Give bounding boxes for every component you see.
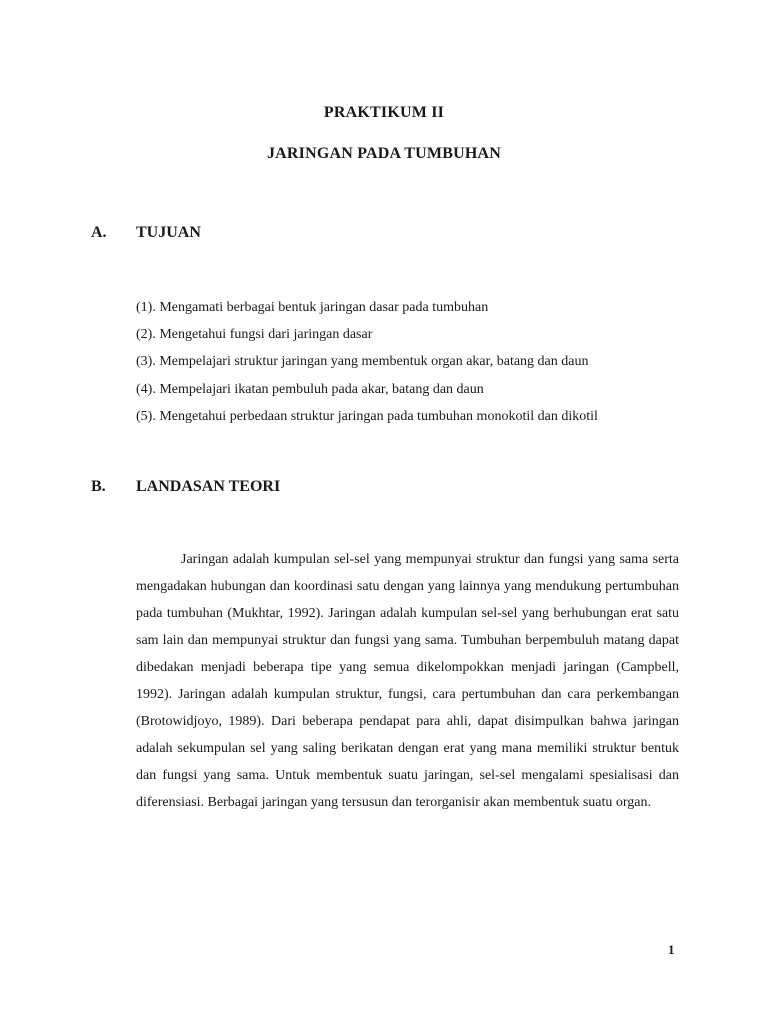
section-a-letter: A. [91,224,107,241]
objective-item: (4). Mempelajari ikatan pembuluh pada akar, batang dan daun [136,381,484,397]
objective-item: (2). Mengetahui fungsi dari jaringan dasar [136,327,373,343]
objective-item: (3). Mempelajari struktur jaringan yang membentuk organ akar, batang dan daun [136,354,589,370]
document-title: PRAKTIKUM II [323,104,445,121]
section-a-title: TUJUAN [136,224,201,241]
objectives-list [136,294,598,430]
document-subtitle: JARINGAN PADA TUMBUHAN [266,145,502,162]
page-number: 1 [668,942,675,957]
objective-item: (1). Mengamati berbagai bentuk jaringan dasar pada tumbuhan [136,300,489,315]
section-b-title: LANDASAN TEORI [136,478,281,495]
objective-item: (5). Mengetahui perbedaan struktur jaringan pada tumbuhan monokotil dan dikotil [136,408,598,424]
theory-paragraph: Jaringan adalah kumpulan sel-sel yang mempunyai struktur dan fungsi yang sama serta mengadakan hubungan dan koordinasi satu dengan yang lainnya yang mendukung pertumbuhan pada tumbuhan (Mukhtar, 1992). Jaringan adalah kumpulan sel-sel yang berhubungan erat satu sam lain dan mempunyai struktur dan fungsi yang sama. Tumbuhan berpembuluh matang dapat dibedakan menjadi beberapa tipe yang semua dikelompokkan menjadi jaringan (Campbell, 1992). Jaringan adalah kumpulan struktur, fungsi, cara pertumbuhan dan cara perkembangan (Brotowidjoyo, 1989). Dari beberapa pendapat para ahli, dapat disimpulkan bahwa jaringan adalah sekumpulan sel yang saling berikatan dengan erat yang mana memiliki struktur bentuk dan fungsi yang sama. Untuk membentuk suatu jaringan, sel-sel mengalami spesialisasi dan diferensiasi. Berbagai jaringan yang tersusun dan terorganisir akan membentuk suatu organ. [136,552,679,810]
section-b-heading [91,478,280,496]
section-b-letter: B. [91,478,106,495]
section-a-heading [91,224,201,242]
